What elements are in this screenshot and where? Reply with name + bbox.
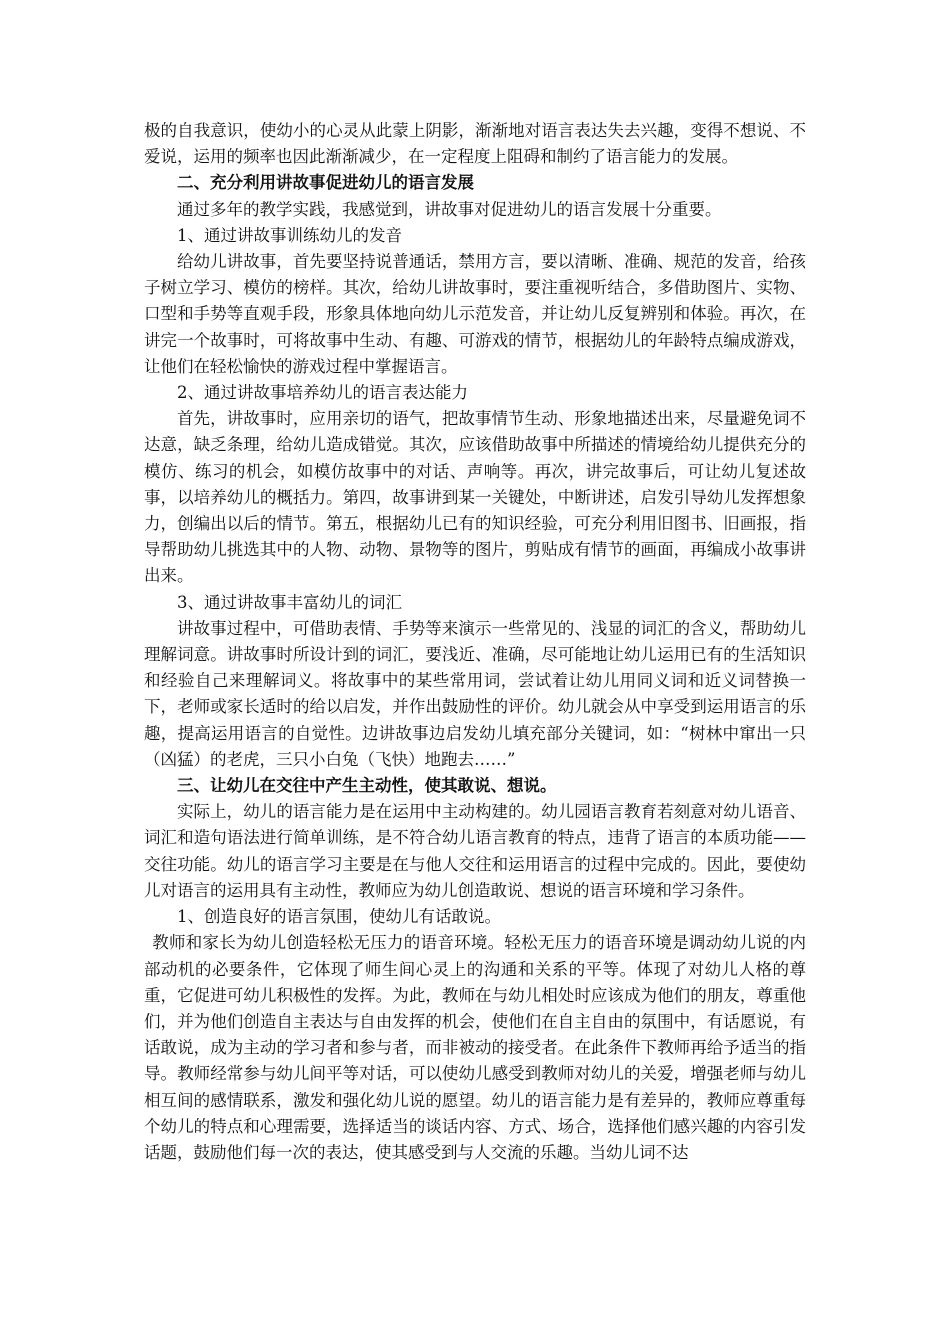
- paragraph: 教师和家长为幼儿创造轻松无压力的语音环境。轻松无压力的语音环境是调动幼儿说的内部动机的必要条件，它体现了师生间心灵上的沟通和关系的平等。体现了对幼儿人格的尊重，它促进可幼儿积极性的发挥。为此，教师在与幼儿相处时应该成为他们的朋友，尊重他们，并为他们创造自主表达与自由发挥的机会，使他们在自主自由的氛围中，有话愿说，有话敢说，成为主动的学习者和参与者，而非被动的接受者。在此条件下教师再给予适当的指导。教师经常参与幼儿间平等对话，可以使幼儿感受到教师对幼儿的关爱，增强老师与幼儿相互间的感情联系，激发和强化幼儿说的愿望。幼儿的语言能力是有差异的，教师应尊重每个幼儿的特点和心理需要，选择适当的谈话内容、方式、场合，选择他们感兴趣的内容引发话题，鼓励他们每一次的表达，使其感受到与人交流的乐趣。当幼儿词不达: [144, 933, 806, 1162]
- paragraph-continuation: 极的自我意识，使幼小的心灵从此蒙上阴影，渐渐地对语言表达失去兴趣，变得不想说、不爱说，运用的频率也因此渐渐减少，在一定程度上阻碍和制约了语言能力的发展。: [144, 121, 806, 167]
- subheading-2-3: 3、通过讲故事丰富幼儿的词汇: [177, 592, 402, 612]
- paragraph: 首先，讲故事时，应用亲切的语气，把故事情节生动、形象地描述出来，尽量避免词不达意，缺乏条理，给幼儿造成错觉。其次，应该借助故事中所描述的情境给幼儿提供充分的模仿、练习的机会，如模仿故事中的对话、声响等。再次，讲完故事后，可让幼儿复述故事，以培养幼儿的概括力。第四，故事讲到某一关键处，中断讲述，启发引导幼儿发挥想象力，创编出以后的情节。第五，根据幼儿已有的知识经验，可充分利用旧图书、旧画报，指导帮助幼儿挑选其中的人物、动物、景物等的图片，剪贴成有情节的画面，再编成小故事讲出来。: [144, 409, 806, 586]
- section-heading-3: 三、让幼儿在交往中产生主动性，使其敢说、想说。: [177, 776, 557, 796]
- paragraph: 讲故事过程中，可借助表情、手势等来演示一些常见的、浅显的词汇的含义，帮助幼儿理解词意。讲故事时所设计到的词汇，要浅近、准确，尽可能地让幼儿运用已有的生活知识和经验自己来理解词义。将故事中的某些常用词，尝试着让幼儿用同义词和近义词替换一下，老师或家长适时的给以启发，并作出鼓励性的评价。幼儿就会从中享受到运用语言的乐趣，提高运用语言的自觉性。边讲故事边启发幼儿填充部分关键词，如：“树林中窜出一只（凶猛）的老虎，三只小白兔（飞快）地跑去……”: [144, 618, 806, 769]
- subheading-3-1: 1、创造良好的语言氛围，使幼儿有话敢说。: [177, 907, 501, 927]
- subheading-2-2: 2、通过讲故事培养幼儿的语言表达能力: [177, 383, 468, 403]
- subheading-2-1: 1、通过讲故事训练幼儿的发音: [177, 225, 402, 245]
- paragraph: 通过多年的教学实践，我感觉到，讲故事对促进幼儿的语言发展十分重要。: [177, 199, 722, 219]
- document-page: [144, 118, 806, 1166]
- paragraph: 实际上，幼儿的语言能力是在运用中主动构建的。幼儿园语言教育若刻意对幼儿语音、词汇和造句语法进行简单训练，是不符合幼儿语言教育的特点，违背了语言的本质功能——交往功能。幼儿的语言学习主要是在与他人交往和运用语言的过程中完成的。因此，要使幼儿对语言的运用具有主动性，教师应为幼儿创造敢说、想说的语言环境和学习条件。: [144, 802, 806, 900]
- paragraph: 给幼儿讲故事，首先要坚持说普通话，禁用方言，要以清晰、准确、规范的发音，给孩子树立学习、模仿的榜样。其次，给幼儿讲故事时，要注重视听结合，多借助图片、实物、口型和手势等直观手段，形象具体地向幼儿示范发音，并让幼儿反复辨别和体验。再次，在讲完一个故事时，可将故事中生动、有趣、可游戏的情节，根据幼儿的年龄特点编成游戏，让他们在轻松愉快的游戏过程中掌握语言。: [144, 252, 806, 376]
- section-heading-2: 二、充分利用讲故事促进幼儿的语言发展: [177, 173, 474, 193]
